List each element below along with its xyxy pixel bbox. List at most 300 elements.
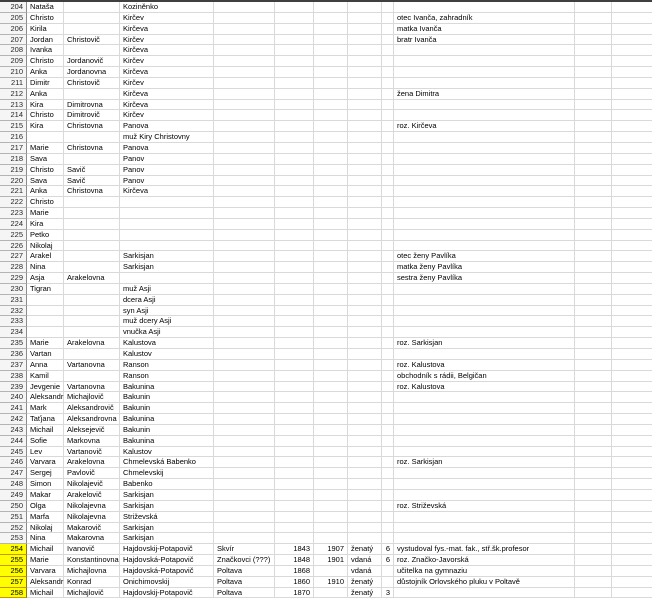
cell-empty-l[interactable] [612, 273, 652, 284]
cell-patronymic[interactable]: Makarovna [64, 533, 120, 544]
cell-death-year[interactable] [314, 392, 348, 403]
cell-death-year[interactable] [314, 100, 348, 111]
cell-marital-status[interactable]: ženatý [348, 588, 382, 599]
cell-marital-status[interactable] [348, 501, 382, 512]
cell-children-count[interactable] [382, 447, 394, 458]
cell-place[interactable] [214, 490, 275, 501]
cell-death-year[interactable] [314, 78, 348, 89]
cell-place[interactable] [214, 512, 275, 523]
cell-empty-k[interactable] [575, 523, 612, 534]
cell-first-name[interactable]: Nina [27, 262, 64, 273]
cell-first-name[interactable] [27, 132, 64, 143]
cell-empty-k[interactable] [575, 316, 612, 327]
cell-children-count[interactable] [382, 284, 394, 295]
cell-birth-year[interactable]: 1860 [275, 577, 314, 588]
cell-children-count[interactable] [382, 403, 394, 414]
cell-death-year[interactable] [314, 24, 348, 35]
cell-death-year[interactable]: 1910 [314, 577, 348, 588]
cell-note[interactable] [394, 306, 575, 317]
cell-patronymic[interactable]: Konrad [64, 577, 120, 588]
cell-surname[interactable]: Hajdovská-Potapovič [120, 566, 214, 577]
cell-marital-status[interactable] [348, 24, 382, 35]
cell-empty-l[interactable] [612, 35, 652, 46]
cell-birth-year[interactable] [275, 306, 314, 317]
cell-patronymic[interactable]: Christovna [64, 121, 120, 132]
cell-patronymic[interactable] [64, 45, 120, 56]
cell-patronymic[interactable] [64, 89, 120, 100]
cell-children-count[interactable] [382, 35, 394, 46]
cell-children-count[interactable] [382, 316, 394, 327]
cell-death-year[interactable]: 1901 [314, 555, 348, 566]
cell-birth-year[interactable] [275, 523, 314, 534]
cell-surname[interactable]: Panov [120, 154, 214, 165]
cell-note[interactable]: roz. Sarkisjan [394, 338, 575, 349]
cell-empty-l[interactable] [612, 544, 652, 555]
cell-empty-k[interactable] [575, 132, 612, 143]
cell-place[interactable] [214, 176, 275, 187]
cell-empty-k[interactable] [575, 121, 612, 132]
cell-first-name[interactable]: Olga [27, 501, 64, 512]
cell-surname[interactable]: Panov [120, 165, 214, 176]
cell-birth-year[interactable] [275, 35, 314, 46]
cell-empty-l[interactable] [612, 251, 652, 262]
cell-patronymic[interactable]: Arakelovna [64, 338, 120, 349]
cell-first-name[interactable]: Nikolaj [27, 241, 64, 252]
cell-death-year[interactable] [314, 403, 348, 414]
cell-surname[interactable]: Kirčeva [120, 67, 214, 78]
cell-marital-status[interactable] [348, 490, 382, 501]
cell-first-name[interactable]: Aleksandr [27, 392, 64, 403]
cell-patronymic[interactable] [64, 262, 120, 273]
cell-note[interactable] [394, 392, 575, 403]
cell-empty-l[interactable] [612, 523, 652, 534]
cell-empty-l[interactable] [612, 338, 652, 349]
cell-place[interactable] [214, 230, 275, 241]
cell-children-count[interactable] [382, 154, 394, 165]
cell-marital-status[interactable] [348, 251, 382, 262]
row-number[interactable]: 227 [0, 251, 27, 262]
cell-first-name[interactable]: Kira [27, 121, 64, 132]
cell-marital-status[interactable] [348, 512, 382, 523]
cell-empty-l[interactable] [612, 176, 652, 187]
cell-surname[interactable]: Panova [120, 121, 214, 132]
cell-empty-l[interactable] [612, 186, 652, 197]
cell-patronymic[interactable] [64, 349, 120, 360]
cell-marital-status[interactable] [348, 425, 382, 436]
cell-first-name[interactable]: Marie [27, 208, 64, 219]
cell-note[interactable] [394, 414, 575, 425]
cell-children-count[interactable] [382, 533, 394, 544]
cell-marital-status[interactable]: vdaná [348, 566, 382, 577]
cell-surname[interactable]: Striževská [120, 512, 214, 523]
cell-marital-status[interactable] [348, 262, 382, 273]
cell-empty-l[interactable] [612, 512, 652, 523]
cell-birth-year[interactable] [275, 208, 314, 219]
cell-marital-status[interactable]: vdaná [348, 555, 382, 566]
cell-surname[interactable] [120, 219, 214, 230]
cell-note[interactable]: vystudoval fys.-mat. fak., stř.šk.profesor [394, 544, 575, 555]
cell-first-name[interactable]: Petko [27, 230, 64, 241]
cell-note[interactable] [394, 349, 575, 360]
cell-birth-year[interactable] [275, 338, 314, 349]
cell-patronymic[interactable]: Vartanovič [64, 447, 120, 458]
row-number[interactable]: 255 [0, 555, 27, 566]
cell-first-name[interactable]: Anna [27, 360, 64, 371]
cell-surname[interactable]: Kirčev [120, 110, 214, 121]
cell-place[interactable] [214, 219, 275, 230]
cell-children-count[interactable]: 3 [382, 588, 394, 599]
cell-children-count[interactable] [382, 132, 394, 143]
cell-surname[interactable]: dcera Asji [120, 295, 214, 306]
cell-first-name[interactable]: Christo [27, 13, 64, 24]
cell-note[interactable]: roz. Kirčeva [394, 121, 575, 132]
cell-birth-year[interactable] [275, 479, 314, 490]
cell-death-year[interactable] [314, 89, 348, 100]
row-number[interactable]: 224 [0, 219, 27, 230]
cell-children-count[interactable] [382, 479, 394, 490]
cell-birth-year[interactable] [275, 382, 314, 393]
cell-empty-k[interactable] [575, 501, 612, 512]
cell-patronymic[interactable] [64, 327, 120, 338]
cell-death-year[interactable] [314, 143, 348, 154]
cell-empty-k[interactable] [575, 306, 612, 317]
cell-surname[interactable]: syn Asji [120, 306, 214, 317]
cell-patronymic[interactable]: Christovna [64, 143, 120, 154]
cell-first-name[interactable]: Marie [27, 338, 64, 349]
cell-birth-year[interactable] [275, 67, 314, 78]
cell-place[interactable] [214, 35, 275, 46]
cell-place[interactable] [214, 382, 275, 393]
row-number[interactable]: 240 [0, 392, 27, 403]
cell-first-name[interactable]: Ivanka [27, 45, 64, 56]
cell-children-count[interactable] [382, 186, 394, 197]
cell-first-name[interactable]: Marfa [27, 512, 64, 523]
cell-first-name[interactable]: Kamil [27, 371, 64, 382]
cell-death-year[interactable] [314, 490, 348, 501]
cell-first-name[interactable]: Sofie [27, 436, 64, 447]
cell-place[interactable] [214, 360, 275, 371]
cell-marital-status[interactable] [348, 132, 382, 143]
cell-children-count[interactable] [382, 392, 394, 403]
row-number[interactable]: 218 [0, 154, 27, 165]
cell-patronymic[interactable] [64, 306, 120, 317]
cell-patronymic[interactable] [64, 371, 120, 382]
cell-empty-k[interactable] [575, 468, 612, 479]
cell-marital-status[interactable] [348, 186, 382, 197]
cell-surname[interactable]: Chmelevskij [120, 468, 214, 479]
cell-place[interactable]: Poltava [214, 588, 275, 599]
cell-surname[interactable] [120, 208, 214, 219]
row-number[interactable]: 226 [0, 241, 27, 252]
cell-place[interactable] [214, 262, 275, 273]
cell-patronymic[interactable] [64, 24, 120, 35]
cell-patronymic[interactable] [64, 208, 120, 219]
cell-birth-year[interactable] [275, 316, 314, 327]
row-number[interactable]: 220 [0, 176, 27, 187]
cell-children-count[interactable] [382, 512, 394, 523]
cell-first-name[interactable]: Christo [27, 56, 64, 67]
cell-surname[interactable] [120, 230, 214, 241]
cell-children-count[interactable] [382, 501, 394, 512]
row-number[interactable]: 212 [0, 89, 27, 100]
cell-empty-l[interactable] [612, 577, 652, 588]
row-number[interactable]: 258 [0, 588, 27, 599]
cell-death-year[interactable] [314, 176, 348, 187]
row-number[interactable]: 215 [0, 121, 27, 132]
cell-surname[interactable]: Sarkisjan [120, 501, 214, 512]
cell-surname[interactable]: Kirčeva [120, 100, 214, 111]
cell-empty-l[interactable] [612, 230, 652, 241]
cell-patronymic[interactable]: Jordanovna [64, 67, 120, 78]
cell-place[interactable] [214, 306, 275, 317]
cell-children-count[interactable] [382, 523, 394, 534]
cell-death-year[interactable] [314, 338, 348, 349]
cell-children-count[interactable] [382, 295, 394, 306]
cell-death-year[interactable] [314, 523, 348, 534]
cell-place[interactable] [214, 208, 275, 219]
cell-death-year[interactable] [314, 479, 348, 490]
cell-place[interactable] [214, 197, 275, 208]
cell-empty-k[interactable] [575, 24, 612, 35]
cell-death-year[interactable] [314, 121, 348, 132]
cell-birth-year[interactable] [275, 24, 314, 35]
cell-first-name[interactable]: Vartan [27, 349, 64, 360]
cell-empty-k[interactable] [575, 230, 612, 241]
cell-empty-k[interactable] [575, 56, 612, 67]
cell-patronymic[interactable]: Aleksandrovič [64, 403, 120, 414]
row-number[interactable]: 231 [0, 295, 27, 306]
cell-first-name[interactable]: Christo [27, 110, 64, 121]
cell-surname[interactable]: Ranson [120, 360, 214, 371]
cell-patronymic[interactable]: Nikolajevna [64, 512, 120, 523]
cell-birth-year[interactable] [275, 121, 314, 132]
cell-death-year[interactable] [314, 208, 348, 219]
cell-children-count[interactable] [382, 371, 394, 382]
cell-empty-l[interactable] [612, 2, 652, 13]
cell-children-count[interactable] [382, 110, 394, 121]
cell-first-name[interactable]: Sergej [27, 468, 64, 479]
cell-patronymic[interactable]: Jordanovič [64, 56, 120, 67]
row-number[interactable]: 251 [0, 512, 27, 523]
cell-patronymic[interactable]: Vartanovna [64, 360, 120, 371]
cell-place[interactable] [214, 273, 275, 284]
cell-surname[interactable]: muž dcery Asji [120, 316, 214, 327]
cell-empty-l[interactable] [612, 89, 652, 100]
cell-note[interactable]: roz. Kalustova [394, 360, 575, 371]
cell-empty-k[interactable] [575, 295, 612, 306]
cell-birth-year[interactable] [275, 262, 314, 273]
cell-surname[interactable]: Hajdovskij-Potapovič [120, 544, 214, 555]
cell-empty-k[interactable] [575, 89, 612, 100]
cell-birth-year[interactable] [275, 392, 314, 403]
cell-marital-status[interactable] [348, 273, 382, 284]
cell-place[interactable] [214, 154, 275, 165]
cell-place[interactable] [214, 468, 275, 479]
cell-note[interactable]: matka Ivanča [394, 24, 575, 35]
cell-empty-k[interactable] [575, 45, 612, 56]
row-number[interactable]: 222 [0, 197, 27, 208]
cell-empty-k[interactable] [575, 382, 612, 393]
cell-empty-k[interactable] [575, 577, 612, 588]
cell-children-count[interactable]: 6 [382, 555, 394, 566]
cell-marital-status[interactable] [348, 447, 382, 458]
cell-note[interactable]: sestra ženy Pavlíka [394, 273, 575, 284]
cell-patronymic[interactable]: Arakelovna [64, 457, 120, 468]
cell-death-year[interactable] [314, 306, 348, 317]
cell-patronymic[interactable]: Arakelovič [64, 490, 120, 501]
row-number[interactable]: 250 [0, 501, 27, 512]
cell-note[interactable]: roz. Značko-Javorská [394, 555, 575, 566]
cell-marital-status[interactable] [348, 219, 382, 230]
cell-place[interactable] [214, 186, 275, 197]
cell-empty-l[interactable] [612, 24, 652, 35]
cell-children-count[interactable] [382, 360, 394, 371]
cell-patronymic[interactable]: Christovič [64, 35, 120, 46]
cell-first-name[interactable]: Marie [27, 555, 64, 566]
cell-empty-k[interactable] [575, 219, 612, 230]
row-number[interactable]: 217 [0, 143, 27, 154]
cell-marital-status[interactable] [348, 13, 382, 24]
cell-first-name[interactable]: Christo [27, 197, 64, 208]
cell-marital-status[interactable] [348, 197, 382, 208]
cell-first-name[interactable]: Jevgenie [27, 382, 64, 393]
row-number[interactable]: 221 [0, 186, 27, 197]
cell-children-count[interactable] [382, 67, 394, 78]
row-number[interactable]: 216 [0, 132, 27, 143]
cell-birth-year[interactable] [275, 403, 314, 414]
row-number[interactable]: 249 [0, 490, 27, 501]
cell-first-name[interactable]: Marie [27, 143, 64, 154]
cell-place[interactable] [214, 67, 275, 78]
cell-empty-k[interactable] [575, 457, 612, 468]
cell-empty-l[interactable] [612, 121, 652, 132]
cell-marital-status[interactable] [348, 316, 382, 327]
cell-marital-status[interactable] [348, 533, 382, 544]
cell-birth-year[interactable] [275, 110, 314, 121]
cell-birth-year[interactable] [275, 45, 314, 56]
cell-patronymic[interactable]: Nikolajevič [64, 479, 120, 490]
cell-birth-year[interactable]: 1870 [275, 588, 314, 599]
cell-note[interactable]: otec ženy Pavlíka [394, 251, 575, 262]
cell-surname[interactable]: Sarkisjan [120, 490, 214, 501]
cell-empty-k[interactable] [575, 13, 612, 24]
cell-surname[interactable]: vnučka Asji [120, 327, 214, 338]
cell-patronymic[interactable]: Arakelovna [64, 273, 120, 284]
cell-place[interactable] [214, 425, 275, 436]
cell-empty-k[interactable] [575, 566, 612, 577]
cell-note[interactable]: žena Dimitra [394, 89, 575, 100]
cell-death-year[interactable] [314, 241, 348, 252]
cell-first-name[interactable]: Kirila [27, 24, 64, 35]
cell-marital-status[interactable] [348, 121, 382, 132]
cell-surname[interactable] [120, 197, 214, 208]
cell-children-count[interactable] [382, 457, 394, 468]
cell-patronymic[interactable]: Savič [64, 176, 120, 187]
cell-death-year[interactable] [314, 186, 348, 197]
cell-birth-year[interactable] [275, 230, 314, 241]
cell-children-count[interactable] [382, 327, 394, 338]
cell-first-name[interactable]: Varvara [27, 566, 64, 577]
cell-note[interactable] [394, 436, 575, 447]
cell-note[interactable] [394, 143, 575, 154]
cell-empty-l[interactable] [612, 566, 652, 577]
cell-note[interactable] [394, 512, 575, 523]
cell-patronymic[interactable]: Aleksejevič [64, 425, 120, 436]
cell-marital-status[interactable] [348, 468, 382, 479]
cell-children-count[interactable] [382, 89, 394, 100]
cell-first-name[interactable]: Michail [27, 425, 64, 436]
cell-first-name[interactable]: Dimitr [27, 78, 64, 89]
cell-birth-year[interactable] [275, 468, 314, 479]
cell-children-count[interactable] [382, 24, 394, 35]
cell-note[interactable] [394, 176, 575, 187]
cell-empty-k[interactable] [575, 78, 612, 89]
row-number[interactable]: 244 [0, 436, 27, 447]
cell-empty-l[interactable] [612, 382, 652, 393]
cell-children-count[interactable] [382, 2, 394, 13]
cell-first-name[interactable]: Anka [27, 89, 64, 100]
cell-marital-status[interactable] [348, 89, 382, 100]
cell-marital-status[interactable] [348, 360, 382, 371]
cell-empty-k[interactable] [575, 490, 612, 501]
row-number[interactable]: 229 [0, 273, 27, 284]
cell-note[interactable] [394, 425, 575, 436]
cell-place[interactable] [214, 533, 275, 544]
cell-place[interactable] [214, 2, 275, 13]
cell-surname[interactable]: Kirčev [120, 13, 214, 24]
cell-surname[interactable] [120, 273, 214, 284]
cell-first-name[interactable]: Christo [27, 165, 64, 176]
cell-empty-l[interactable] [612, 436, 652, 447]
cell-marital-status[interactable] [348, 56, 382, 67]
cell-patronymic[interactable] [64, 284, 120, 295]
cell-children-count[interactable] [382, 382, 394, 393]
cell-children-count[interactable] [382, 165, 394, 176]
cell-marital-status[interactable] [348, 284, 382, 295]
cell-surname[interactable]: Kalustova [120, 338, 214, 349]
cell-empty-l[interactable] [612, 447, 652, 458]
cell-death-year[interactable] [314, 45, 348, 56]
cell-note[interactable] [394, 468, 575, 479]
cell-empty-l[interactable] [612, 360, 652, 371]
cell-note[interactable] [394, 523, 575, 534]
cell-empty-k[interactable] [575, 327, 612, 338]
cell-empty-k[interactable] [575, 555, 612, 566]
cell-marital-status[interactable] [348, 371, 382, 382]
cell-patronymic[interactable]: Nikolajevna [64, 501, 120, 512]
cell-patronymic[interactable]: Michajlovič [64, 392, 120, 403]
cell-birth-year[interactable] [275, 414, 314, 425]
cell-patronymic[interactable]: Michajlovna [64, 566, 120, 577]
cell-first-name[interactable]: Sava [27, 154, 64, 165]
cell-marital-status[interactable] [348, 78, 382, 89]
cell-surname[interactable]: Hajdovskij-Potapovič [120, 588, 214, 599]
cell-children-count[interactable] [382, 273, 394, 284]
cell-surname[interactable] [120, 241, 214, 252]
cell-surname[interactable]: Onichimovskij [120, 577, 214, 588]
cell-empty-l[interactable] [612, 165, 652, 176]
cell-birth-year[interactable] [275, 13, 314, 24]
cell-death-year[interactable] [314, 2, 348, 13]
cell-death-year[interactable] [314, 566, 348, 577]
cell-children-count[interactable] [382, 425, 394, 436]
cell-place[interactable] [214, 414, 275, 425]
cell-patronymic[interactable] [64, 230, 120, 241]
cell-surname[interactable]: Sarkisjan [120, 533, 214, 544]
cell-surname[interactable]: Sarkisjan [120, 251, 214, 262]
cell-surname[interactable]: Panova [120, 143, 214, 154]
cell-birth-year[interactable] [275, 165, 314, 176]
